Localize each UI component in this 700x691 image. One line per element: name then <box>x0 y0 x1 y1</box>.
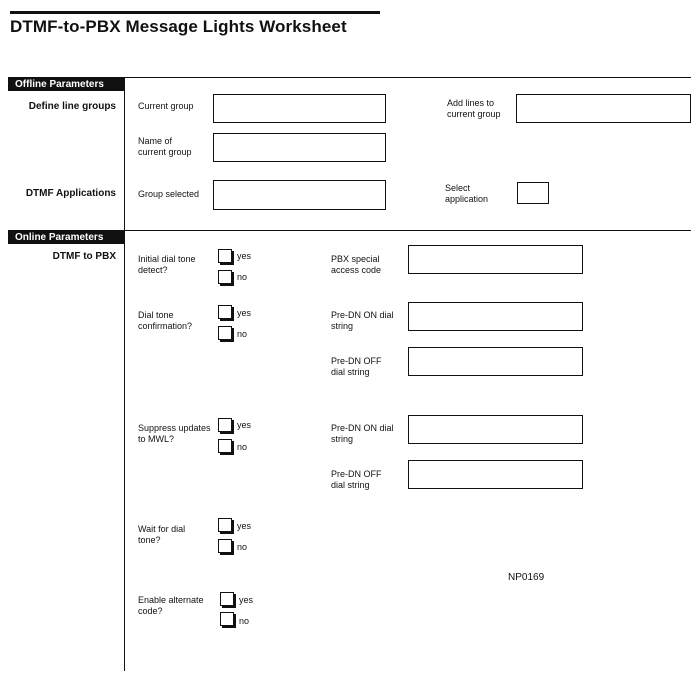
select-application-field[interactable] <box>517 182 549 204</box>
current-group-label: Current group <box>138 101 194 111</box>
dtmf-applications-label: DTMF Applications <box>25 188 116 199</box>
dial-tone-confirmation-no-checkbox[interactable] <box>218 326 232 340</box>
pre-dn-off-dial-string-field-1[interactable] <box>408 347 583 376</box>
pre-dn-off-dial-string-label-2: Pre-DN OFF dial string <box>331 469 382 490</box>
offline-section-header: Offline Parameters <box>8 78 125 91</box>
suppress-updates-label: Suppress updates to MWL? <box>138 423 211 444</box>
online-column-divider <box>124 231 125 671</box>
name-current-group-field[interactable] <box>213 133 386 162</box>
dial-tone-confirmation-no-label: no <box>237 329 248 339</box>
initial-dial-tone-yes-checkbox[interactable] <box>218 249 232 263</box>
wait-for-dial-tone-no-checkbox[interactable] <box>218 539 232 553</box>
top-rule <box>10 11 380 14</box>
define-line-groups-label: Define line groups <box>28 101 116 112</box>
pre-dn-on-dial-string-label-1: Pre-DN ON dial string <box>331 310 394 331</box>
suppress-updates-no-label: no <box>237 442 248 452</box>
pre-dn-off-dial-string-label-1: Pre-DN OFF dial string <box>331 356 382 377</box>
enable-alternate-code-no-label: no <box>239 616 250 626</box>
enable-alternate-code-yes-checkbox[interactable] <box>220 592 234 606</box>
enable-alternate-code-no-checkbox[interactable] <box>220 612 234 626</box>
initial-dial-tone-no-label: no <box>237 272 248 282</box>
pre-dn-on-dial-string-field-2[interactable] <box>408 415 583 444</box>
enable-alternate-code-yes-label: yes <box>239 595 254 605</box>
enable-alternate-code-label: Enable alternate code? <box>138 595 204 616</box>
dtmf-to-pbx-label: DTMF to PBX <box>52 251 116 262</box>
suppress-updates-yes-label: yes <box>237 420 252 430</box>
figure-code: NP0169 <box>508 572 545 583</box>
current-group-field[interactable] <box>213 94 386 123</box>
pbx-special-access-code-label: PBX special access code <box>331 254 382 275</box>
pre-dn-on-dial-string-label-2: Pre-DN ON dial string <box>331 423 394 444</box>
wait-for-dial-tone-no-label: no <box>237 542 248 552</box>
wait-for-dial-tone-label: Wait for dial tone? <box>138 524 186 545</box>
initial-dial-tone-no-checkbox[interactable] <box>218 270 232 284</box>
wait-for-dial-tone-yes-label: yes <box>237 521 252 531</box>
add-lines-field[interactable] <box>516 94 691 123</box>
initial-dial-tone-label: Initial dial tone detect? <box>138 254 196 275</box>
wait-for-dial-tone-yes-checkbox[interactable] <box>218 518 232 532</box>
suppress-updates-no-checkbox[interactable] <box>218 439 232 453</box>
select-application-label: Select application <box>445 183 489 204</box>
name-current-group-label: Name of current group <box>138 136 192 157</box>
dial-tone-confirmation-label: Dial tone confirmation? <box>138 310 193 331</box>
suppress-updates-yes-checkbox[interactable] <box>218 418 232 432</box>
pre-dn-on-dial-string-field-1[interactable] <box>408 302 583 331</box>
dial-tone-confirmation-yes-checkbox[interactable] <box>218 305 232 319</box>
pbx-special-access-code-field[interactable] <box>408 245 583 274</box>
group-selected-label: Group selected <box>138 189 200 199</box>
add-lines-label: Add lines to current group <box>447 98 501 119</box>
online-section-header: Online Parameters <box>8 231 125 244</box>
page-title: DTMF-to-PBX Message Lights Worksheet <box>10 17 347 36</box>
offline-column-divider <box>124 78 125 230</box>
group-selected-field[interactable] <box>213 180 386 210</box>
initial-dial-tone-yes-label: yes <box>237 251 252 261</box>
dial-tone-confirmation-yes-label: yes <box>237 308 252 318</box>
pre-dn-off-dial-string-field-2[interactable] <box>408 460 583 489</box>
